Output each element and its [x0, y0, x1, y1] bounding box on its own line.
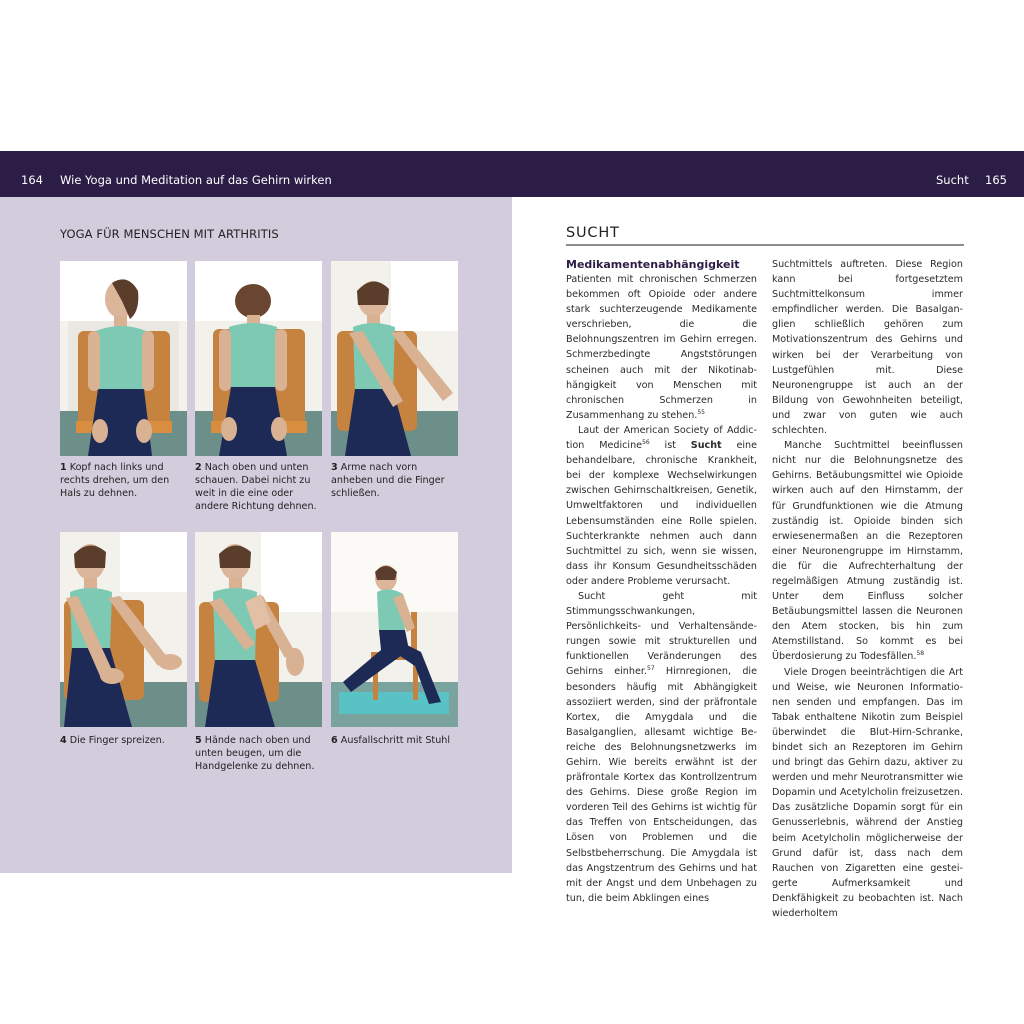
- text-column-2: [772, 257, 963, 920]
- footnote-ref: 58: [916, 650, 925, 658]
- title-rule: [566, 244, 964, 246]
- paragraph: Viele Drogen beeinträchtigen die Art und Weise, wie Neuronen Informationen senden und empfangen. Das im Tabak enthaltene Nikotin zum Beispiel überwindet die Blut-Hirn-Schranke, bindet sich an Rezeptoren im Gehirn und bringt das Gehirn dazu, aktiver zu werden und mehr Neurotransmitter wie Dopamin und Acetylcholin freizusetzen. Das zusätzliche Dopamin sorgt für ein Genusserlebnis, während der Anstieg beim Acetylcholin möglicherweise der Grund dafür ist, dass nach dem Rauchen von Zigaretten eine gesteigerte Aufmerksamkeit und Denkfähigkeit zu beobachten ist. Nach wiederholtem: [772, 666, 963, 920]
- running-header: [0, 151, 1024, 197]
- page-number-right: 165: [985, 173, 1007, 187]
- page-number-left: 164: [21, 173, 43, 187]
- footnote-ref: 55: [697, 408, 705, 416]
- caption-step-1: 1 Kopf nach links und rechts drehen, um den Hals zu dehnen.: [60, 462, 170, 499]
- photo-step-1: [60, 261, 187, 456]
- section-title-sucht: SUCHT: [566, 225, 620, 241]
- paragraph: Sucht geht mit Stimmungsschwankungen, Persönlichkeits- und Verhaltensänderungen sowie mit strukturellen und funktionellen Veränderungen des Gehirns einher.$^{57}$ Hirnregionen, die besonders häufig mit Abhängigkeit assoziiert werden, sind der präfrontale Kortex, die Amygdala und die Basalganglien, allesamt wichtige Bereiche des Belohnungsnetzwerks im Gehirn. Wie bereits erwähnt ist der präfrontale Kortex das Kontrollzentrum des Gehirns. Diese große Region im vorderen Teil des Gehirns ist wichtig für das Treffen von Entscheidungen, das Lösen von Problemen und die Selbstbeherrschung. Die Amygdala ist das Angstzentrum des Gehirns und hat mit der Angst und dem Unbehagen zu tun, die beim Abklingen eines: [566, 590, 757, 904]
- paragraph: Patienten mit chronischen Schmerzen bekommen oft Opioide oder andere stark suchterzeugende Medikamente verschrieben, die die Belohnungszentren im Gehirn erregen. Schmerzbedingte Angststörungen scheinen auch mit der Nikotinabhängigkeit von Menschen mit chronischen Schmerzen in Zusammenhang zu stehen.$^{55}$: [566, 274, 757, 421]
- caption-step-2: 2 Nach oben und unten schauen. Dabei nicht zu weit in die eine oder andere Richtung dehnen.: [195, 462, 317, 512]
- caption-step-4: 4 Die Finger spreizen.: [60, 735, 165, 746]
- footnote-ref: 56: [642, 439, 650, 447]
- caption-step-5: 5 Hände nach oben und unten beugen, um die Handgelenke zu dehnen.: [195, 735, 315, 772]
- paragraph: Laut der American Society of Addiction Medicine$^{56}$ ist Sucht eine behandelbare, chronische Krankheit, bei der komplexe Wechselwirkungen zwischen Gehirnschaltkreisen, Genetik, Umweltfaktoren und individuellen Lebensumständen eine Rolle spielen. Suchterkrankte nehmen auch dann Suchtmittel zu sich, wenn sie wissen, dass ihr Konsum Gesundheitsschäden oder andere Probleme verursacht.: [566, 424, 757, 587]
- bold-term: Sucht: [690, 440, 722, 452]
- paragraph: Manche Suchtmittel beeinflussen nicht nur die Belohnungsnetze des Gehirns. Betäubungsmittel wie Opioide wirken auch auf den Hirnstamm, der für Grundfunktionen wie die Atmung zuständig ist. Opioide binden sich erwiesenermaßen an die Rezeptoren einer Neuronengruppe im Hirnstamm, die für die Aufrechterhaltung der regelmäßigen Atmung zuständig ist. Unter dem Einfluss solcher Betäubungsmittel lassen die Neuronen den Atem stocken, bis hin zum Atemstillstand. So kommt es bei Überdosierung zu Todesfällen.$^{58}$: [772, 440, 963, 663]
- photo-step-4: [60, 532, 187, 727]
- caption-step-3: 3 Arme nach vorn anheben und die Finger schließen.: [331, 462, 445, 499]
- footnote-ref: 57: [646, 665, 655, 673]
- paragraph: Suchtmittels auftreten. Diese Region kann bei fortgesetztem Suchtmittelkonsum immer empfindlicher werden. Die Basalganglien schließlich gehören zum Motivationszentrum des Gehirns und wirken bei der Verarbeitung von Lustgefühlen mit. Diese Neuronengruppe ist auch an der Bildung von Gewohnheiten beteiligt, und zwar von guten wie auch schlechten.: [772, 259, 963, 437]
- text-column-1: [566, 257, 757, 904]
- photo-step-3: [331, 261, 458, 456]
- subheading-medikamentenabhaengigkeit: Medikamentenabhängigkeit: [566, 258, 740, 271]
- photo-step-6: [331, 532, 458, 727]
- photo-step-5: [195, 532, 322, 727]
- caption-step-6: 6 Ausfallschritt mit Stuhl: [331, 735, 451, 746]
- section-title-arthritis: YOGA FÜR MENSCHEN MIT ARTHRITIS: [60, 227, 279, 241]
- chapter-title-right: Sucht: [936, 173, 969, 187]
- photo-step-2: [195, 261, 322, 456]
- chapter-title-left: Wie Yoga und Meditation auf das Gehirn wirken: [60, 173, 332, 187]
